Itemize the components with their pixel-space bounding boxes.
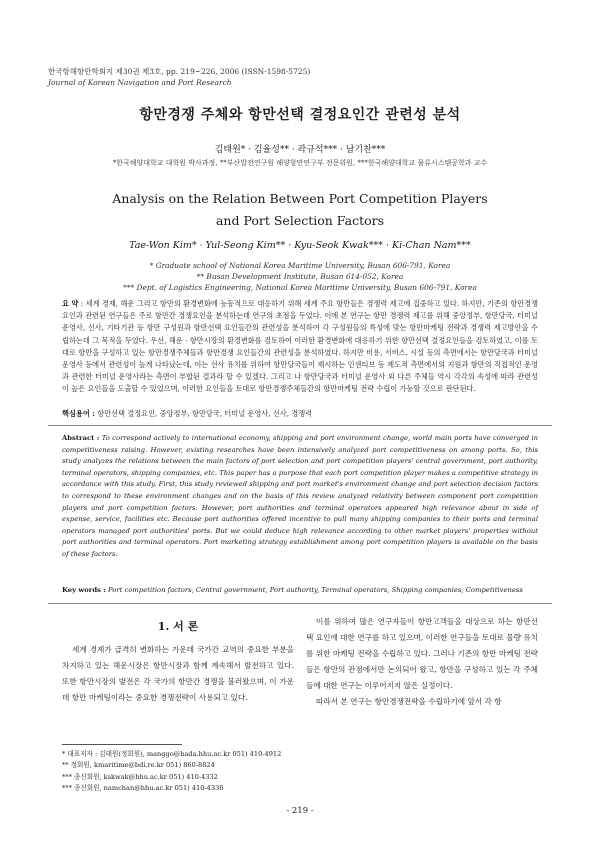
paper-title-en-line-2: and Port Selection Factors [215, 213, 385, 228]
abstract-en-label: Abstract : [62, 434, 100, 442]
intro-left-column [62, 642, 294, 706]
footnote-1: * 대표저자 : 김태원(정회원), manggo@bada.hhu.ac.kr 051) 410-4912 [62, 750, 282, 758]
paper-title-en-line-1: Analysis on the Relation Between Port Competition Players [112, 191, 488, 206]
paper-title-en [0, 188, 600, 232]
keywords-ko-label: 핵심용어 : [62, 409, 95, 418]
abstract-divider-top [48, 425, 552, 426]
authors-ko: 김태원* · 김율성** · 곽규석*** · 남기찬*** [214, 145, 386, 155]
abstract-en-text: To correspond actively to international economy, shipping and port environment change, world main ports have converged in competitiveness raising. However, existing researches have been intensively analyzed port competitiveness on among ports. So, this study analyzes the relations between the main factors of port selection and port competition players' central government, port authority, terminal operators, shipping companies, etc. This paper has a purpose that each port competition player makes a competitive strategy in accordance with this study. First, this study reviewed shipping and port market's environment change and port selection decision factors to correspond to these environment changes and on the basis of this review analyzed relativity between component port competition players and port competition factors. However, port authorities and terminal operators appeared high relevance about in side of expense, service, facilities etc. Because port authorities offered incentive to pull many shipping companies to their ports and terminal operators managed port authorities' ports. But we could deduce high relevance according to other market players' properties without port authorities and terminal operators. Port marketing strategy establishment among port competition players is available on the basis of these factors. [62, 434, 538, 558]
keywords-en-label: Key words : [62, 586, 106, 594]
abstract-divider-bottom [48, 603, 552, 604]
keywords-en [62, 586, 538, 594]
affiliations-ko: *한국해양대학교 대학원 박사과정, **부산발전연구원 해양항만연구부 전문위원, ***한국해양대학교 물류시스템공학과 교수 [112, 159, 488, 167]
intro-paragraph-2: 이를 위하여 많은 연구자들이 항만고객들을 대상으로 하는 항만선택 요인에 대한 연구를 하고 있으며, 이러한 연구들을 토대로 물량 유치를 위한 마케팅 전략을 수립하고 있다. 그러나 기존의 항만 마케팅 전략들은 항만의 관점에서만 논의되어 왔고, 항만을 구성하고 있는 각 주체들에 대한 연구는 이루어지지 않은 실정이다. [306, 617, 538, 690]
intro-paragraph-1: 세계 경제가 급격히 변화하는 가운데 국가간 교역의 중요한 부분을 차지하고 있는 해운시장은 항만시장과 함께 계속해서 발전하고 있다. 또한 항만시장의 발전은 각 국가의 항만간 경쟁을 불러왔으며, 이 가운데 항만 마케팅이라는 중요한 경쟁전략이 사용되고 있다. [62, 645, 294, 702]
abstract-en [62, 433, 538, 561]
affiliations-en [0, 260, 600, 293]
affiliation-en-3: *** Dept. of Logistics Engineering, National Korea Maritime University, Busan 606-791, Korea [123, 283, 477, 292]
journal-citation: 한국항해항만학회지 제30권 제3호, pp. 219~226, 2006 (ISSN-1598-5725) [48, 67, 311, 76]
footnote-2: ** 정회원, kmaritime@bdi.re.kr 051) 860-8824 [62, 761, 215, 770]
intro-paragraph-3: 따라서 본 연구는 항만경쟁전략을 수립하기에 앞서 각 항 [316, 697, 502, 706]
affiliation-en-1: * Graduate school of National Korea Maritime University, Busan 606-791, Korea [149, 261, 451, 270]
paper-title-ko: 항만경쟁 주체와 항만선택 결정요인간 관련성 분석 [139, 107, 461, 123]
footnote-4: *** 종신회원, namchan@hhu.ac.kr 051) 410-4336 [62, 783, 224, 792]
keywords-ko [62, 409, 538, 419]
abstract-ko-text: : 세계 경제, 해운 그리고 항만의 환경변화에 능동적으로 대응하기 위해 세계 주요 항만들은 경쟁력 제고에 집중하고 있다. 하지만, 기존의 항만경쟁요인과 관련된 연구들은 주로 항만간 경쟁요인을 분석하는데 연구의 초점을 두었다. 이에 본 연구는 항만 경쟁력 제고를 위해 중앙정부, 항만당국, 터미널 운영사, 선사, 기타기관 등 항만 구성원과 항만선택 요인들간의 관련성을 분석하여 각 구성원들의 특성에 맞는 항만마케팅 전략과 경쟁력 제고방안을 수립하는데 그 목적을 두었다. 우선, 해운 · 항만시장의 환경변화를 검토하여 이러한 환경변화에 대응하기 위한 항만선택 결정요인들을 검토하였고, 이를 토대로 항만을 구성하고 있는 항만경쟁주체들과 항만경쟁 요인들간의 관련성을 분석하였다. 하지만 비용, 서비스, 시설 등의 측면에서는 항만당국과 터미널 운영사 등에서 관련성이 높게 나타났는데, 이는 선사 유치를 위하여 항만당국들이 제시하는 인센티브 등 제도적 측면에서의 지원과 항만의 직접적인 운영과 관련한 터미널 운영사라는 측면이 부합된 결과라 할 수 있겠다. 그리고 나 항만당국과 터미널 운영사 외 다른 주체들 역시 각각의 속성에 따라 관련성이 높은 요인들을 도출할 수 있었으며, 이러한 요인들을 토대로 항만경쟁주체들간의 항만마케팅 전략 수립이 가능할 것으로 판단된다. [62, 299, 538, 394]
footnote-separator [62, 744, 182, 745]
journal-name-en: Journal of Korean Navigation and Port Research [48, 78, 232, 87]
journal-header [48, 66, 310, 88]
intro-right-column [306, 614, 538, 710]
abstract-ko [62, 298, 538, 396]
page-number: - 219 - [286, 806, 314, 816]
keywords-ko-text: 항만선택 결정요인, 중앙정부, 항만당국, 터미널 운영사, 선사, 경쟁력 [94, 409, 313, 418]
footnote-3: *** 종신회원, kskwak@hhu.ac.kr 051) 410-4332 [62, 772, 218, 781]
footnotes [62, 749, 362, 794]
affiliation-en-2: ** Busan Development Institute, Busan 614-052, Korea [196, 272, 404, 281]
section-heading-introduction: 1. 서 론 [157, 620, 199, 633]
keywords-en-text: Port competition factors, Central government, Port authority, Terminal operators, Shipping companies, Competitiveness [105, 586, 523, 594]
abstract-ko-label: 요 약 [62, 299, 79, 308]
authors-en: Tae-Won Kim* · Yul-Seong Kim** · Kyu-Seok Kwak*** · Ki-Chan Nam*** [129, 240, 471, 251]
